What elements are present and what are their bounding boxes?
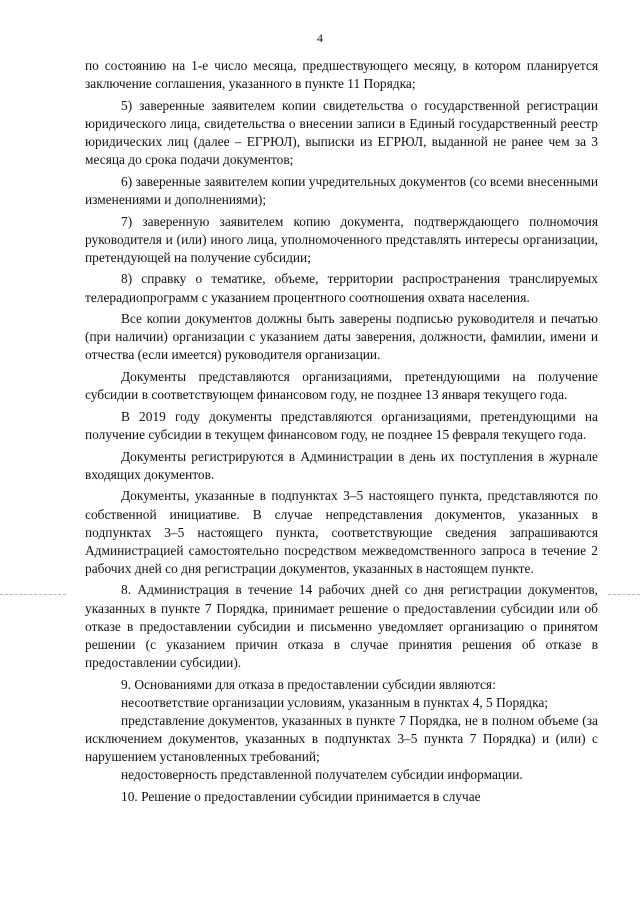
document-body: [85, 57, 598, 806]
paragraph-item-8: 8) справку о тематике, объеме, территории распространения транслируемых телерадиопрограмм с указанием процентного соотношения охвата населения.: [85, 271, 598, 305]
paragraph-section-9: 9. Основаниями для отказа в предоставлении субсидии являются:: [121, 676, 496, 692]
paragraph-interagency-request: Документы, указанные в подпунктах 3–5 настоящего пункта, представляются по собственной инициативе. В случае непредставления документов, указанных в подпунктах 3–5 настоящего пункта, соответствующие сведения запрашиваются Администрацией самостоятельно посредством межведомственного запроса в течение 2 рабочих дней со дня регистрации документов, указанных в настоящем пункте.: [85, 488, 598, 576]
paragraph-item-6: 6) заверенные заявителем копии учредительных документов (со всеми внесенными изменениями и дополнениями);: [85, 173, 598, 207]
right-margin-fold-mark: [608, 594, 640, 595]
paragraph-item-7: 7) заверенную заявителем копию документа, подтверждающего полномочия руководителя и (или) иного лица, уполномоченного представлять интересы организации, претендующей на получение субсидии;: [85, 213, 598, 265]
paragraph-2019-deadline: В 2019 году документы представляются организациями, претендующими на получение субсидии в текущем финансовом году, не позднее 15 февраля текущего года.: [85, 408, 598, 442]
paragraph-submission-deadline: Документы представляются организациями, претендующими на получение субсидии в соответствующем финансовом году, не позднее 13 января текущего года.: [85, 369, 598, 403]
paragraph-section-8: 8. Администрация в течение 14 рабочих дней со дня регистрации документов, указанных в пункте 7 Порядка, принимает решение о предоставлении субсидии или об отказе в предоставлении субсидии и письменно уведомляет организацию о принятом решении (с указанием причин отказа в случае принятия решения об отказе в предоставлении субсидии).: [85, 582, 598, 670]
page-number: 4: [317, 31, 323, 45]
paragraph-refusal-ground-1: несоответствие организации условиям, указанным в пунктах 4, 5 Порядка;: [121, 694, 549, 710]
paragraph-section-10: 10. Решение о предоставлении субсидии принимается в случае: [121, 788, 481, 804]
paragraph-item-5: 5) заверенные заявителем копии свидетельства о государственной регистрации юридического лица, свидетельства о внесении записи в Единый государственный реестр юридических лиц (далее – ЕГРЮЛ), выписки из ЕГРЮЛ, выданной не ранее чем за 3 месяца до срока подачи документов;: [85, 97, 598, 168]
left-margin-fold-mark: [0, 594, 66, 595]
paragraph-copies-certification: Все копии документов должны быть заверены подписью руководителя и печатью (при наличии) организации с указанием даты заверения, должности, фамилии, имени и отчества (если имеется) руководителя организации.: [85, 311, 598, 363]
paragraph-continuation: по состоянию на 1-е число месяца, предшествующего месяцу, в котором планируется заключение соглашения, указанного в пункте 11 Порядка;: [85, 58, 598, 92]
paragraph-registration: Документы регистрируются в Администрации в день их поступления в журнале входящих документов.: [85, 448, 598, 482]
paragraph-refusal-ground-2: представление документов, указанных в пункте 7 Порядка, не в полном объеме (за исключением документов, указанных в подпунктах 3–5 пункта 7 Порядка) и (или) с нарушением установленных требований;: [85, 712, 598, 764]
paragraph-refusal-ground-3: недостоверность представленной получателем субсидии информации.: [121, 767, 523, 782]
